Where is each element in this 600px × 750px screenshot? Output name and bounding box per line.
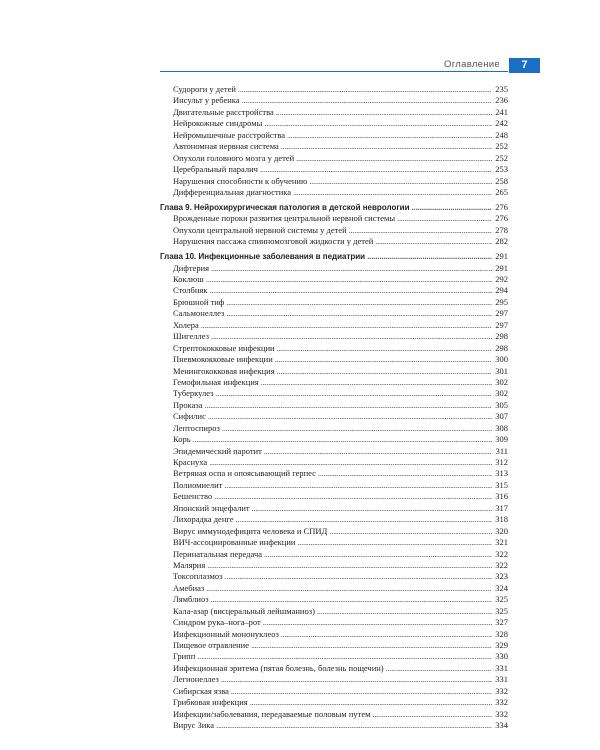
toc-entry-page: 308 (495, 422, 508, 433)
page-number-badge: 7 (509, 58, 540, 73)
toc-entry-page: 315 (495, 479, 508, 490)
toc-entry-title: Перинатальная передача (173, 548, 262, 559)
toc-entry-title: Краснуха (173, 457, 208, 467)
toc-chapter-entry[interactable] (160, 251, 508, 262)
toc-entry-page: 278 (495, 224, 508, 235)
toc-entry-title: Эпидемический паротит (173, 445, 262, 456)
toc-entry[interactable] (160, 709, 508, 720)
dot-leader (193, 434, 492, 445)
toc-entry-title: Туберкулез (173, 388, 214, 399)
dot-leader (276, 107, 492, 118)
toc-entry-title: Брюшной тиф (173, 296, 225, 307)
toc-entry-title: Лямблиоз (173, 594, 209, 605)
toc-entry-page: 236 (495, 95, 508, 106)
toc-entry-title: Вирус Зика (173, 720, 215, 731)
toc-entry-title: Сифилис (173, 411, 206, 422)
toc-entry-title: Малярия (173, 559, 206, 570)
toc-entry-page: 302 (495, 376, 508, 387)
toc-entry-title: Кала-азар (висцеральный лейшманиоз) (173, 605, 315, 616)
toc-entry-page: 291 (495, 262, 508, 273)
toc-entry-title: Синдром рука–нога–рот (173, 617, 261, 628)
toc-entry-page: 248 (495, 129, 508, 140)
dot-leader (397, 213, 492, 224)
toc-entry[interactable] (160, 343, 508, 354)
toc-entry-page: 265 (495, 186, 508, 197)
toc-entry-page: 320 (495, 525, 508, 536)
dot-leader (209, 457, 492, 468)
toc-entry-title: Амебиаз (173, 582, 205, 593)
toc-entry[interactable] (160, 468, 508, 479)
toc-entry-title: Ветряная оспа и опоясывающий герпес (173, 468, 316, 479)
dot-leader (206, 583, 492, 594)
toc-entry-title: Шигеллез (173, 331, 209, 342)
dot-leader (236, 514, 492, 525)
toc-entry-title: Вирус иммунодефицита человека и СПИД (173, 525, 328, 536)
toc-entry-title: Дифференциальная диагностика (173, 186, 292, 197)
toc-entry-page: 317 (495, 502, 508, 513)
toc-entry-page: 291 (495, 251, 508, 262)
toc-entry-page: 252 (495, 152, 508, 163)
toc-entry[interactable] (160, 697, 508, 708)
dot-leader (214, 491, 492, 502)
toc-entry-title: Проказа (173, 399, 203, 410)
toc-entry[interactable] (160, 491, 508, 502)
dot-leader (216, 388, 492, 399)
toc-entry-title: Грибковая инфекция (173, 697, 248, 708)
toc-entry[interactable] (160, 377, 508, 388)
toc-entry-title: Холера (173, 319, 199, 330)
toc-entry[interactable] (160, 285, 508, 296)
toc-entry-page: 327 (495, 617, 508, 628)
dot-leader (281, 141, 492, 152)
toc-entry-page: 242 (495, 118, 508, 129)
toc-entry-page: 258 (495, 175, 508, 186)
toc-entry[interactable] (160, 651, 508, 662)
toc-entry[interactable] (160, 674, 508, 685)
toc-entry-page: 252 (495, 141, 508, 152)
toc-entry-page: 325 (495, 605, 508, 616)
toc-entry-title: Полиомиелит (173, 479, 223, 490)
toc-entry-page: 300 (495, 354, 508, 365)
toc-entry[interactable] (160, 526, 508, 537)
toc-entry[interactable] (160, 686, 508, 697)
dot-leader (264, 446, 492, 457)
toc-entry[interactable] (160, 480, 508, 491)
toc-entry-title: Сибирская язва (173, 685, 229, 696)
toc-entry-page: 307 (495, 411, 508, 422)
toc-entry-title: Инсульт у ребенка (173, 95, 240, 106)
toc-entry-title: Автономная нервная система (173, 141, 279, 152)
dot-leader (226, 297, 492, 308)
toc-entry-page: 329 (495, 640, 508, 650)
dot-leader (367, 251, 492, 262)
dot-leader (226, 308, 492, 319)
toc-entry-page: 301 (495, 365, 508, 376)
toc-entry[interactable] (160, 606, 508, 617)
dot-leader (242, 95, 492, 106)
toc-entry[interactable] (160, 164, 508, 175)
toc-entry[interactable] (160, 118, 508, 129)
dot-leader (216, 720, 492, 731)
dot-leader (260, 164, 492, 175)
toc-entry[interactable] (160, 320, 508, 331)
toc-entry-title: Врожденные пороки развития центральной нервной системы (173, 213, 396, 224)
toc-entry-title: Токсоплазмоз (173, 571, 223, 582)
toc-entry[interactable] (160, 366, 508, 377)
toc-entry[interactable] (160, 95, 508, 106)
toc-entry-title: Лептоспироз (173, 422, 220, 433)
toc-entry-title: Опухоли головного мозга у детей (173, 152, 295, 163)
toc-entry-page: 253 (495, 164, 508, 175)
toc-entry[interactable] (160, 354, 508, 365)
dot-leader (297, 537, 492, 548)
toc-entry[interactable] (160, 213, 508, 224)
toc-entry[interactable] (160, 583, 508, 594)
toc-entry[interactable] (160, 640, 508, 651)
dot-leader (318, 468, 492, 479)
dot-leader (207, 560, 492, 571)
toc-entry[interactable] (160, 400, 508, 411)
toc-entry[interactable] (160, 187, 508, 198)
toc-entry[interactable] (160, 423, 508, 434)
dot-leader (349, 225, 492, 236)
toc-entry-title: Гемофильная инфекция (173, 376, 259, 387)
toc-entry-page: 321 (495, 537, 508, 548)
toc-entry[interactable] (160, 629, 508, 640)
dot-leader (293, 187, 492, 198)
toc-entry[interactable] (160, 434, 508, 445)
toc-entry-page: 332 (495, 708, 508, 719)
toc-entry-page: 322 (495, 548, 508, 559)
dot-leader (208, 411, 492, 422)
dot-leader (309, 176, 492, 187)
toc-entry-title: Столбняк (173, 285, 208, 296)
dot-leader (211, 594, 492, 605)
toc-entry[interactable] (160, 297, 508, 308)
toc-entry-title: Нарушения способности к обучению (173, 175, 308, 186)
dot-leader (277, 343, 492, 354)
toc-entry-page: 332 (495, 697, 508, 708)
toc-chapter-entry[interactable] (160, 202, 508, 213)
toc-entry-title: Инфекционная эритема (пятая болезнь, болезнь пощечин) (173, 662, 384, 673)
toc-entry-page: 297 (495, 319, 508, 330)
toc-entry-title: Глава 9. Нейрохирургическая патология в детской неврологии (160, 202, 410, 212)
toc-entry-title: Грипп (173, 651, 196, 662)
toc-entry-page: 318 (495, 514, 508, 525)
dot-leader (201, 320, 492, 331)
toc-entry-page: 313 (495, 468, 508, 479)
toc-entry[interactable] (160, 84, 508, 95)
toc-entry-page: 311 (495, 445, 508, 456)
dot-leader (275, 354, 492, 365)
toc-entry-title: Двигательные расстройства (173, 106, 274, 117)
toc-entry-title: Менингококковая инфекция (173, 365, 275, 376)
toc-entry-title: Лихорадка денге (173, 514, 234, 525)
toc-entry[interactable] (160, 411, 508, 422)
toc-entry-title: Корь (173, 434, 191, 445)
toc-entry-page: 334 (495, 720, 508, 731)
toc-entry[interactable] (160, 457, 508, 468)
dot-leader (197, 651, 492, 662)
toc-entry[interactable] (160, 107, 508, 118)
toc-entry[interactable] (160, 537, 508, 548)
toc-entry-page: 330 (495, 651, 508, 662)
toc-entry-title: Бешенство (173, 491, 213, 502)
dot-leader (386, 663, 492, 674)
header-rule (160, 71, 508, 72)
toc-entry-page: 241 (495, 106, 508, 117)
toc-entry-title: Японский энцефалит (173, 502, 250, 513)
toc-entry-title: Глава 10. Инфекционные заболевания в педиатрии (160, 252, 366, 262)
toc-entry-title: Опухоли центральной нервной системы у детей (173, 224, 347, 235)
toc-entry-title: Нейромышечные расстройства (173, 129, 286, 140)
toc-entry-title: Нарушения пассажа спинномозговой жидкости у детей (173, 236, 374, 247)
toc-entry-page: 297 (495, 308, 508, 319)
toc-entry-page: 235 (495, 84, 508, 94)
toc-entry[interactable] (160, 308, 508, 319)
dot-leader (329, 526, 492, 537)
toc-entry-title: Нейрокожные синдромы (173, 118, 263, 129)
toc-entry-title: ВИЧ-ассоциированные инфекции (173, 537, 296, 548)
toc-entry-page: 276 (495, 213, 508, 224)
toc-entry[interactable] (160, 388, 508, 399)
toc-entry[interactable] (160, 141, 508, 152)
dot-leader (372, 709, 492, 720)
dot-leader (412, 202, 492, 213)
toc-entry-title: Судороги у детей (173, 84, 236, 94)
toc-entry-title: Дифтерия (173, 262, 210, 273)
toc-entry-page: 312 (495, 457, 508, 467)
toc-entry[interactable] (160, 514, 508, 525)
toc-entry-page: 298 (495, 331, 508, 342)
toc-entry[interactable] (160, 571, 508, 582)
toc-entry[interactable] (160, 130, 508, 141)
toc-entry[interactable] (160, 617, 508, 628)
toc-entry-title: Коклюш (173, 274, 204, 284)
toc-entry-page: 295 (495, 296, 508, 307)
dot-leader (296, 153, 492, 164)
toc-entry-title: Инфекционный мононуклеоз (173, 628, 279, 639)
dot-leader (281, 629, 492, 640)
toc-entry-page: 298 (495, 342, 508, 353)
toc-entry-page: 309 (495, 434, 508, 445)
dot-leader (211, 331, 492, 342)
toc-entry-page: 324 (495, 582, 508, 593)
toc-entry-page: 325 (495, 594, 508, 605)
table-of-contents (160, 84, 508, 732)
toc-entry-page: 323 (495, 571, 508, 582)
toc-entry[interactable] (160, 720, 508, 731)
dot-leader (222, 423, 492, 434)
dot-leader (263, 617, 492, 628)
toc-entry[interactable] (160, 446, 508, 457)
dot-leader (251, 640, 492, 651)
toc-entry-title: Пневмококковые инфекции (173, 354, 273, 365)
toc-entry[interactable] (160, 663, 508, 674)
dot-leader (252, 503, 492, 514)
dot-leader (264, 549, 492, 560)
dot-leader (231, 686, 492, 697)
section-title: Оглавление (444, 59, 500, 70)
dot-leader (250, 697, 492, 708)
dot-leader (211, 263, 492, 274)
toc-entry-page: 292 (495, 274, 508, 284)
toc-entry[interactable] (160, 560, 508, 571)
toc-entry[interactable] (160, 274, 508, 285)
toc-entry[interactable] (160, 153, 508, 164)
toc-entry-page: 294 (495, 285, 508, 296)
toc-entry-page: 331 (495, 674, 508, 685)
toc-entry-page: 316 (495, 491, 508, 502)
dot-leader (287, 130, 492, 141)
toc-entry[interactable] (160, 236, 508, 247)
toc-entry[interactable] (160, 503, 508, 514)
toc-entry-title: Легионеллез (173, 674, 219, 685)
dot-leader (317, 606, 492, 617)
toc-entry-page: 332 (495, 685, 508, 696)
toc-entry-title: Сальмонеллез (173, 308, 225, 319)
dot-leader (375, 236, 492, 247)
dot-leader (205, 400, 492, 411)
toc-entry-title: Инфекции/заболевания, передаваемые половым путем (173, 708, 371, 719)
toc-entry-page: 276 (495, 201, 508, 212)
toc-entry-title: Пищевое отравление (173, 640, 249, 650)
toc-entry[interactable] (160, 331, 508, 342)
toc-entry[interactable] (160, 263, 508, 274)
dot-leader (221, 674, 492, 685)
dot-leader (206, 274, 492, 285)
toc-entry-page: 322 (495, 559, 508, 570)
dot-leader (277, 366, 492, 377)
dot-leader (261, 377, 492, 388)
toc-entry[interactable] (160, 225, 508, 236)
dot-leader (264, 118, 492, 129)
toc-entry[interactable] (160, 176, 508, 187)
dot-leader (209, 285, 492, 296)
dot-leader (224, 480, 492, 491)
toc-entry-page: 282 (495, 236, 508, 247)
toc-entry-page: 302 (495, 388, 508, 399)
toc-entry-title: Церебральный паралич (173, 164, 258, 175)
toc-entry-page: 331 (495, 662, 508, 673)
toc-entry[interactable] (160, 594, 508, 605)
dot-leader (225, 571, 492, 582)
toc-entry-page: 305 (495, 399, 508, 410)
toc-entry-title: Стрептококковые инфекции (173, 342, 275, 353)
dot-leader (238, 84, 492, 95)
toc-entry-page: 328 (495, 628, 508, 639)
toc-entry[interactable] (160, 549, 508, 560)
